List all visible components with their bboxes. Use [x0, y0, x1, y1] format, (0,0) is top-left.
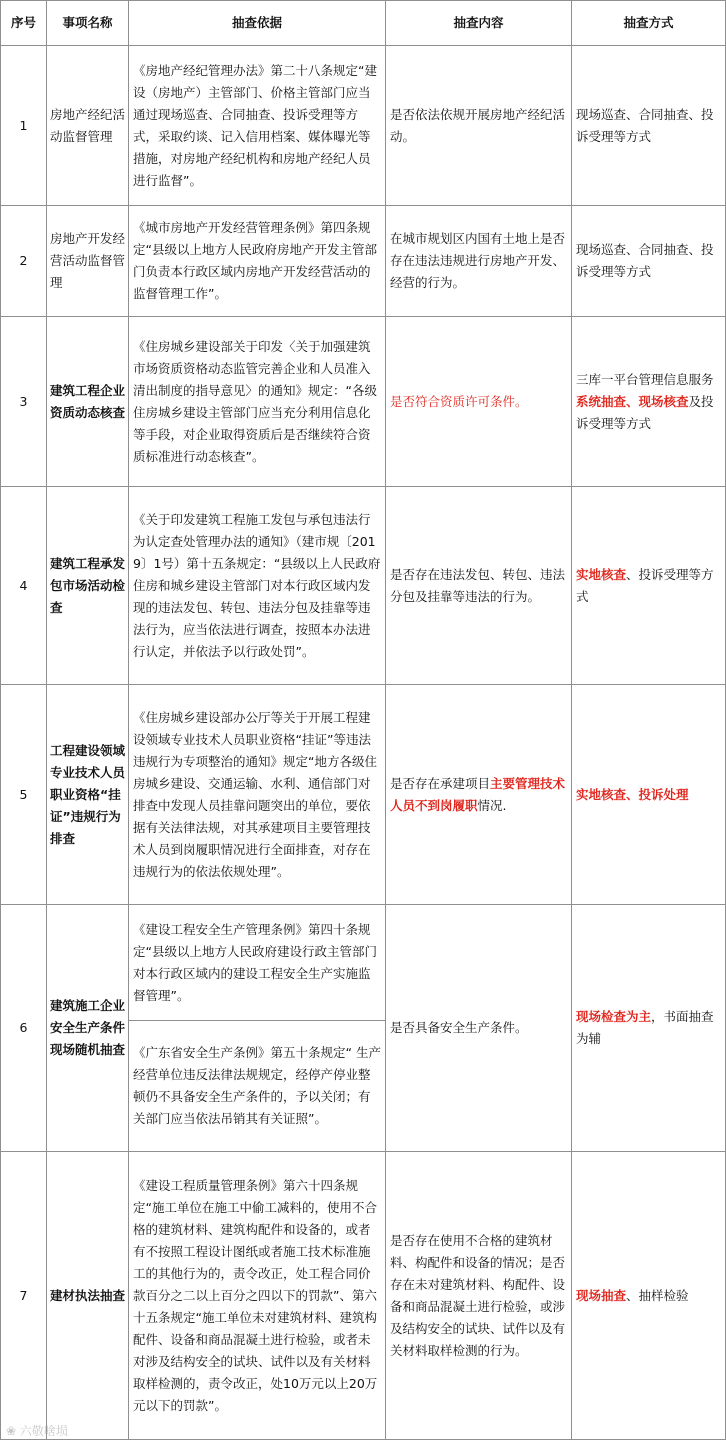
table-row — [1, 1152, 726, 1440]
row-content: 在城市规划区内国有土地上是否存在违法违规进行房地产开发、经营的行为。 — [386, 206, 572, 317]
row-name: 建筑施工企业安全生产条件现场随机抽查 — [47, 905, 129, 1152]
row-seq: 2 — [1, 206, 47, 317]
row-name: 房地产开发经营活动监督管理 — [47, 206, 129, 317]
table-row — [1, 317, 726, 487]
row-name: 建筑工程承发包市场活动检查 — [47, 487, 129, 685]
method-text: 、投诉受理等方式 — [576, 566, 714, 604]
row-method — [572, 317, 726, 487]
content-text: 是否存在承建项目 — [390, 775, 491, 791]
method-text: 三库一平台管理信息服务 — [576, 371, 714, 387]
row-name: 工程建设领域专业技术人员职业资格“挂证”违规行为排查 — [47, 685, 129, 905]
basis-text: 《建设工程安全生产管理条例》第四十条规定“县级以上地方人民政府建设行政主管部门对本行政区域内的建设工程安全生产实施监督管理”。 — [133, 921, 377, 1003]
watermark-logo-icon: ❀ — [6, 1424, 17, 1438]
basis-part-1 — [129, 905, 385, 1021]
table-row — [1, 206, 726, 317]
method-text: ，书面抽查为辅 — [576, 1009, 714, 1046]
row-content: 是否依法依规开展房地产经纪活动。 — [386, 46, 572, 206]
col-header-basis: 抽查依据 — [129, 1, 386, 46]
basis-text: 《广东省安全生产条例》第五十条规定“ 生产经营单位违反法律法规规定，经停产停业整顿仍不具备安全生产条件的，予以关闭；有关部门应当依法吊销其有关证照”。 — [133, 1045, 381, 1126]
watermark — [6, 1422, 68, 1439]
row-method — [572, 487, 726, 685]
row-seq: 1 — [1, 46, 47, 206]
method-text: 、抽样检验 — [626, 1287, 689, 1303]
table-row — [1, 487, 726, 685]
col-header-name: 事项名称 — [47, 1, 129, 46]
row-seq: 7 — [1, 1152, 47, 1440]
method-highlight: 现场抽查 — [576, 1287, 627, 1303]
row-name: 建筑工程企业资质动态核查 — [47, 317, 129, 487]
row-name: 建材执法抽查 — [47, 1152, 129, 1440]
row-basis: 《城市房地产开发经营管理条例》第四条规定“县级以上地方人民政府房地产开发主管部门负责本行政区域内房地产开发经营活动的监督管理工作”。 — [129, 206, 386, 317]
col-header-method: 抽查方式 — [572, 1, 726, 46]
table-row — [1, 46, 726, 206]
row-content — [386, 685, 572, 905]
method-highlight: 系统抽查、现场核查 — [576, 393, 689, 409]
content-highlight: 主要管理技术人员不到岗履职 — [390, 775, 566, 813]
row-content: 是否存在使用不合格的建筑材料、构配件和设备的情况；是否存在未对建筑材料、构配件、设备和商品混凝土进行检验，或涉及结构安全的试块、试件以及有关材料取样检测的行为。 — [386, 1152, 572, 1440]
row-method: 实地核查、投诉处理 — [572, 685, 726, 905]
basis-part-2 — [129, 1021, 385, 1151]
method-highlight: 实地核查 — [576, 566, 627, 582]
row-seq: 6 — [1, 905, 47, 1152]
row-method: 现场巡查、合同抽查、投诉受理等方式 — [572, 46, 726, 206]
row-seq: 5 — [1, 685, 47, 905]
table-row — [1, 685, 726, 905]
row-name: 房地产经纪活动监督管理 — [47, 46, 129, 206]
col-header-seq: 序号 — [1, 1, 47, 46]
row-method: 现场巡查、合同抽查、投诉受理等方式 — [572, 206, 726, 317]
row-content: 是否存在违法发包、转包、违法分包及挂靠等违法的行为。 — [386, 487, 572, 685]
row-basis: 《住房城乡建设部办公厅等关于开展工程建设领域专业技术人员职业资格“挂证”等违法违规行为专项整治的通知》规定“地方各级住房城乡建设、交通运输、水利、通信部门对排查中发现人员挂靠问题突出的单位，要依据有关法律法规，对其承建项目主要管理技术人员到岗履职情况进行全面排查，对存在违规行为的依法依规处理”。 — [129, 685, 386, 905]
method-text: 及投诉受理等方式 — [576, 393, 714, 431]
row-basis: 《建设工程质量管理条例》第六十四条规定“施工单位在施工中偷工减料的，使用不合格的建筑材料、建筑构配件和设备的，或者有不按照工程设计图纸或者施工技术标准施工的其他行为的，责令改正，处工程合同价款百分之二以上百分之四以下的罚款”、第六十五条规定“施工单位未对建筑材料、建筑构配件、设备和商品混凝土进行检验，或者未对涉及结构安全的试块、试件以及有关材料取样检测的，责令改正，处10万元以上20万元以下的罚款”。 — [129, 1152, 386, 1440]
row-method — [572, 905, 726, 1152]
row-content: 是否符合资质许可条件。 — [386, 317, 572, 487]
col-header-content: 抽查内容 — [386, 1, 572, 46]
row-basis: 《关于印发建筑工程施工发包与承包违法行为认定查处管理办法的通知》（建市规〔2019〕1号）第十五条规定：“县级以上人民政府住房和城乡建设主管部门对本行政区域内发现的违法发包、转包、违法分包及挂靠等违法行为，应当依法进行调查，按照本办法进行认定，并依法予以行政处罚”。 — [129, 487, 386, 685]
table-header-row — [1, 1, 726, 46]
watermark-text: 六敬啥埙 — [19, 1424, 68, 1438]
row-basis — [129, 905, 386, 1152]
row-basis: 《住房城乡建设部关于印发〈关于加强建筑市场资质资格动态监管完善企业和人员准入清出制度的指导意见〉的通知》规定：“各级住房城乡建设主管部门应当充分利用信息化等手段，对企业取得资质后是否继续符合资质标准进行动态核查”。 — [129, 317, 386, 487]
content-text: 情况. — [477, 797, 507, 813]
row-seq: 4 — [1, 487, 47, 685]
table-row — [1, 905, 726, 1152]
row-method — [572, 1152, 726, 1440]
row-seq: 3 — [1, 317, 47, 487]
row-content: 是否具备安全生产条件。 — [386, 905, 572, 1152]
row-basis: 《房地产经纪管理办法》第二十八条规定“建设（房地产）主管部门、价格主管部门应当通过现场巡查、合同抽查、投诉受理等方式，采取约谈、记入信用档案、媒体曝光等措施，对房地产经纪机构和房地产经纪人员进行监督”。 — [129, 46, 386, 206]
method-highlight: 现场检查为主 — [576, 1009, 652, 1024]
